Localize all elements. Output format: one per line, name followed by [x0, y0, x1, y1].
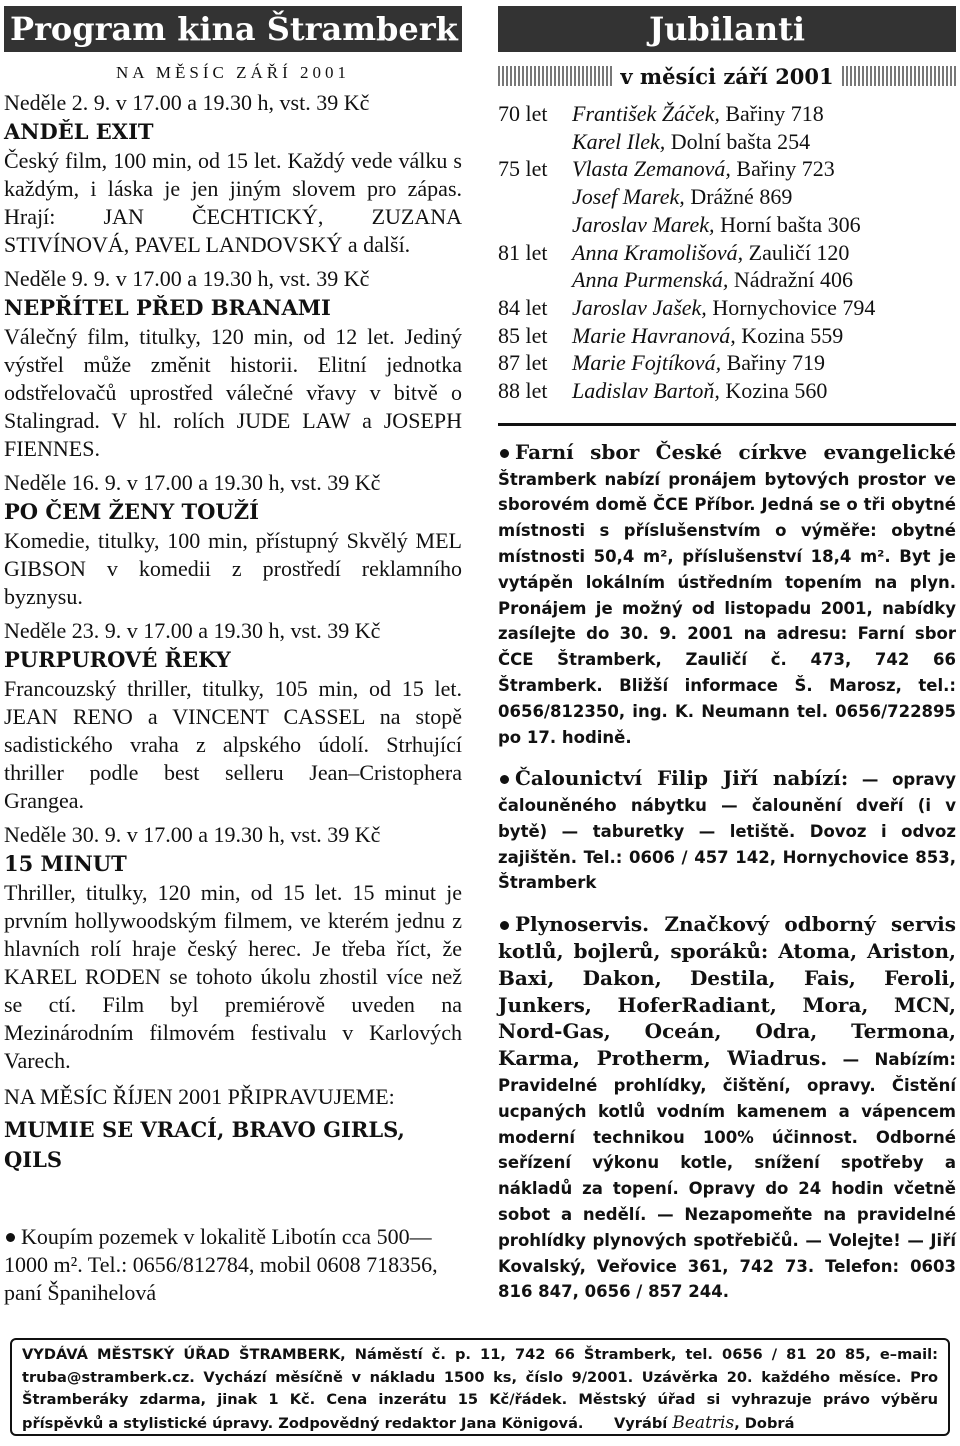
jubilant-name: Marie Fojtíková, [572, 350, 722, 376]
jubilant-age [498, 183, 572, 211]
jubilants-list [498, 100, 956, 405]
jubilant-row [498, 349, 956, 377]
jubilant-name: Josef Marek, [572, 184, 685, 210]
bullet-icon [500, 921, 509, 930]
jubilant-row [498, 377, 956, 405]
land-wanted-ad-text: Koupím pozemek v lokalitě Libotín cca 500—1000 m². Tel.: 0656/812784, mobil 0608 718356, paní Španihelová [4, 1224, 438, 1305]
upholstery-ad [498, 766, 956, 896]
jubilant-address: Bařiny 723 [730, 156, 835, 182]
film-date: Neděle 9. 9. v 17.00 a 19.30 h, vst. 39 Kč [4, 266, 370, 291]
cinema-month-subtitle: NA MĚSÍC ZÁŘÍ 2001 [116, 63, 350, 82]
publisher-footer [10, 1338, 950, 1436]
jubilant-age: 75 let [498, 156, 548, 182]
jubilant-address: Hornychovice 794 [706, 294, 876, 320]
jubilant-row [498, 239, 956, 267]
section-divider [498, 423, 956, 426]
jubilant-age: 70 let [498, 101, 548, 126]
jubilant-name: Jaroslav Marek, [572, 211, 715, 237]
jubilant-name: Jaroslav Jašek, [572, 294, 707, 320]
film-entry [4, 821, 462, 1075]
jubilant-address: Drážné 869 [684, 184, 793, 210]
film-date: Neděle 30. 9. v 17.00 a 19.30 h, vst. 39 Kč [4, 822, 381, 847]
film-title: 15 MINUT [4, 851, 127, 876]
film-description: Komedie, titulky, 100 min, přístupný Skvělý MEL GIBSON v komedii z prostředí reklamního byznysu. [4, 528, 462, 609]
cinema-banner: Program kina Štramberk [4, 6, 462, 52]
ad-lead: Plynoservis. Značkový odborný servis kotlů, bojlerů, sporáků: Atoma, Ariston, Baxi, Dakon, Destila, Fais, Feroli, Junkers, HoferRadiant, Mora, MCN, Nord-Gas, Oceán, Odra, Termona, Karma, Protherm, Wiadrus. [498, 912, 956, 1071]
cinema-program-column [4, 6, 462, 1307]
film-description: Český film, 100 min, od 15 let. Každý vede válku s každým, i láska je jen jiným slovem pro zápas. Hrají: JAN ČECHTICKÝ, ZUZANA STIVÍNOVÁ, PAVEL LANDOVSKÝ a další. [4, 148, 462, 257]
film-entry [4, 617, 462, 815]
jubilant-age [498, 128, 572, 156]
jubilant-name: Vlasta Zemanová, [572, 156, 731, 182]
jubilant-name: Anna Kramolišová, [572, 239, 744, 265]
bullet-icon [500, 449, 509, 458]
film-title: ANDĚL EXIT [4, 119, 154, 144]
jubilant-name: Ladislav Bartoň, [572, 378, 720, 404]
jubilant-address: Zauličí 120 [743, 239, 850, 265]
jubilant-address: Bařiny 719 [721, 350, 825, 376]
film-title: PO ČEM ŽENY TOUŽÍ [4, 499, 259, 524]
jubilants-month: v měsíci září 2001 [620, 63, 834, 89]
jubilant-name: Anna Purmenská, [572, 267, 729, 293]
jubilant-row [498, 322, 956, 350]
film-entry [4, 265, 462, 463]
jubilant-age: 88 let [498, 378, 548, 404]
ad-body: Štramberk nabízí pronájem bytových prostor ve sborovém domě ČCE Příbor. Jedná se o tři obytné místnosti s příslušenstvím o výměře: obytné místnosti 50,4 m², příslušenství 18,4 m². Byt je vytápěn lokálním ústředním topením na plyn. Pronájem je možný od listopadu 2001, nabídky zasílejte do 30. 9. 2001 na adresu: Farní sbor ČCE Štramberk, Zauličí č. 473, 742 66 Štramberk. Bližší informace Š. Marosz, tel.: 0656/812350, ing. K. Neumann tel. 0656/722895 po 17. hodině. [498, 469, 956, 747]
jubilant-row [498, 100, 956, 128]
printer-credit [589, 1412, 795, 1433]
jubilant-address: Bařiny 718 [719, 101, 824, 126]
ad-body: — Nabízím: Pravidelné prohlídky, čištění, opravy. Čistění ucpaných kotlů vodním kamenem a vápencem moderní technikou 100% účinnost. Odborné seřízení výkonu kotle, snížení spotřeby a nákladů za topení. Opravy do 24 hodin včetně sobot a nedělí. — Nezapomeňte na pravidelné prohlídky plynových spotřebičů. — Volejte! — Jiří Kovalský, Veřovice 361, 742 73. Telefon: 0603 816 847, 0656 / 857 244. [498, 1050, 956, 1302]
jubilant-address: Kozina 560 [719, 378, 828, 404]
jubilant-row [498, 266, 956, 294]
church-rental-ad [498, 440, 956, 751]
film-entry [4, 469, 462, 611]
film-date: Neděle 23. 9. v 17.00 a 19.30 h, vst. 39 Kč [4, 618, 381, 643]
jubilant-row [498, 183, 956, 211]
jubilants-month-header [498, 58, 956, 94]
film-title: PURPUROVÉ ŘEKY [4, 647, 231, 672]
printer-label: Vyrábí [613, 1414, 668, 1432]
jubilant-age: 84 let [498, 294, 548, 320]
film-date: Neděle 2. 9. v 17.00 a 19.30 h, vst. 39 Kč [4, 90, 370, 115]
ad-body: — opravy čalouněného nábytku — čalounění dveří (i v bytě) — taburetky — letiště. Dovoz i odvoz zajištěn. Tel.: 0606 / 457 142, Hornychovice 853, Štramberk [498, 770, 957, 893]
bullet-icon [6, 1233, 15, 1242]
jubilant-row [498, 211, 956, 239]
jubilant-address: Horní bašta 306 [714, 211, 861, 237]
jubilant-name: Marie Havranová, [572, 322, 736, 348]
film-date: Neděle 16. 9. v 17.00 a 19.30 h, vst. 39 Kč [4, 470, 381, 495]
printer-place: , Dobrá [734, 1414, 795, 1432]
jubilant-age: 87 let [498, 350, 548, 376]
jubilant-row [498, 128, 956, 156]
upcoming-label: NA MĚSÍC ŘÍJEN 2001 PŘIPRAVUJEME: [4, 1084, 395, 1109]
film-title: NEPŘÍTEL PŘED BRANAMI [4, 295, 331, 320]
film-description: Thriller, titulky, 120 min, od 15 let. 15 minut je prvním hollywoodským filmem, ve kterém jednu z hlavních rolí hraje český herec. Je třeba říct, že KAREL RODEN se tohoto úkolu zhostil více než se ctí. Film byl premiérově uveden na Mezinárodním filmovém festivalu v Karlových Varech. [4, 880, 462, 1073]
gas-service-ad [498, 912, 956, 1305]
upcoming-titles: MUMIE SE VRACÍ, BRAVO GIRLS, QILS [4, 1117, 405, 1172]
jubilant-age: 85 let [498, 322, 548, 348]
jubilants-banner: Jubilanti [498, 6, 956, 52]
jubilant-age: 81 let [498, 239, 548, 265]
jubilant-name: Karel Ilek, [572, 128, 666, 154]
hatch-ornament [842, 66, 956, 86]
jubilant-address: Dolní bašta 254 [665, 128, 811, 154]
jubilant-row [498, 294, 956, 322]
film-description: Francouzský thriller, titulky, 105 min, od 15 let. JEAN RENO a VINCENT CASSEL na stopě sadistického vraha z alpského údolí. Strhující thriller podle best selleru Jean–Cristophera Grangea. [4, 676, 462, 813]
jubilant-age [498, 266, 572, 294]
land-wanted-ad [4, 1223, 462, 1307]
hatch-ornament [498, 66, 612, 86]
footer-text: VYDÁVÁ MĚSTSKÝ ÚŘAD ŠTRAMBERK, Náměstí č. p. 11, 742 66 Štramberk, tel. 0656 / 81 20 85, e–mail: truba@stramberk.cz. Vychází měsíčně v nákladu 1500 ks, číslo 9/2001. Uzávěrka 20. každého měsíce. Pro Štramberáky zdarma, jinak 1 Kč. Cena inzerátu 15 Kč/řádek. Městský úřad si vyhrazuje právo výběru příspěvků a stylistické úpravy. Zodpovědný redaktor Jana Königová. [22, 1346, 938, 1432]
film-description: Válečný film, titulky, 120 min, od 12 let. Jediný výstřel může změnit historii. Elitní jednotka odstřelovačů uprostřed válečné vřavy v bitvě o Stalingrad. V hl. rolích JUDE LAW a JOSEPH FIENNES. [4, 324, 462, 461]
jubilant-row [498, 155, 956, 183]
jubilants-column [498, 6, 956, 1321]
jubilant-address: Kozina 559 [735, 322, 844, 348]
jubilant-address: Nádražní 406 [728, 267, 854, 293]
bullet-icon [500, 775, 509, 784]
ad-lead: Farní sbor České církve evangelické [515, 439, 956, 464]
printer-name: Beatris [672, 1412, 735, 1433]
jubilant-age [498, 211, 572, 239]
film-entry [4, 89, 462, 259]
ad-lead: Čalounictví Filip Jiří nabízí: [515, 766, 849, 791]
jubilant-name: František Žáček, [572, 101, 720, 126]
